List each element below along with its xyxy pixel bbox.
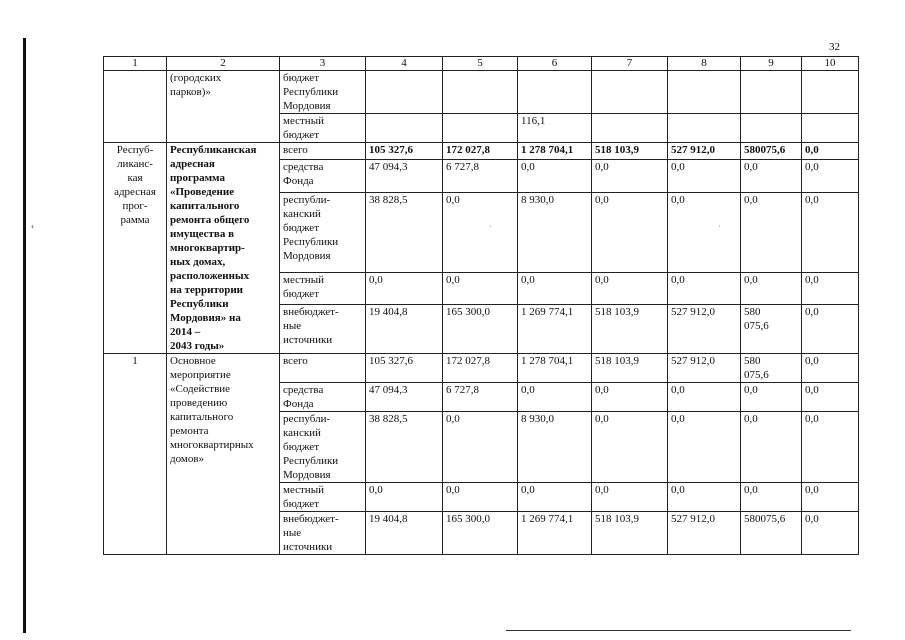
amount-cell: 527 912,0 [668,354,741,383]
amount-cell: 0,0 [443,483,518,512]
table-row [104,71,859,114]
column-number-header: 3 [280,57,366,71]
column-number-header: 10 [802,57,859,71]
funding-source-cell: средства Фонда [280,383,366,412]
amount-cell: 6 727,8 [443,159,518,192]
amount-cell: 0,0 [741,272,802,305]
scan-dot: · [718,222,721,231]
amount-cell: 0,0 [741,159,802,192]
amount-cell: 0,0 [518,272,592,305]
amount-cell: 1 269 774,1 [518,305,592,354]
header-row [104,57,859,71]
amount-cell: 19 404,8 [366,512,443,555]
amount-cell: 0,0 [741,483,802,512]
amount-cell: 0,0 [366,483,443,512]
amount-cell: 19 404,8 [366,305,443,354]
amount-cell: 0,0 [802,354,859,383]
program-name-cell: (городских парков)» [167,71,280,143]
amount-cell: 0,0 [518,383,592,412]
amount-cell: 8 930,0 [518,192,592,272]
amount-cell: 0,0 [668,159,741,192]
amount-cell [366,71,443,114]
amount-cell: 518 103,9 [592,512,668,555]
program-name-cell: Основное мероприятие «Содействие проведению капитального ремонта многоквартирных домов» [167,354,280,555]
amount-cell: 0,0 [443,272,518,305]
amount-cell: 527 912,0 [668,305,741,354]
scan-left-edge [23,38,26,633]
amount-cell: 165 300,0 [443,512,518,555]
amount-cell: 1 269 774,1 [518,512,592,555]
funding-source-cell: всего [280,354,366,383]
amount-cell: 47 094,3 [366,383,443,412]
amount-cell: 580075,6 [741,512,802,555]
table-row [104,354,859,383]
amount-cell: 0,0 [518,159,592,192]
column-number-header: 5 [443,57,518,71]
amount-cell: 8 930,0 [518,412,592,483]
amount-cell: 0,0 [668,192,741,272]
amount-cell: 0,0 [592,192,668,272]
amount-cell [802,114,859,143]
amount-cell: 0,0 [592,412,668,483]
program-code-cell [104,71,167,143]
amount-cell: 6 727,8 [443,383,518,412]
amount-cell: 105 327,6 [366,354,443,383]
amount-cell: 527 912,0 [668,512,741,555]
amount-cell [366,114,443,143]
amount-cell: 0,0 [741,383,802,412]
amount-cell [802,71,859,114]
amount-cell: 527 912,0 [668,143,741,160]
amount-cell: 518 103,9 [592,354,668,383]
amount-cell: 580 075,6 [741,305,802,354]
program-code-cell: Респуб- ликанс- кая адресная прог- рамма [104,143,167,354]
amount-cell: 0,0 [366,272,443,305]
amount-cell: 116,1 [518,114,592,143]
amount-cell: 0,0 [668,272,741,305]
amount-cell: 0,0 [741,192,802,272]
amount-cell: 47 094,3 [366,159,443,192]
column-number-header: 8 [668,57,741,71]
amount-cell: 172 027,8 [443,354,518,383]
amount-cell: 0,0 [802,483,859,512]
amount-cell: 0,0 [802,305,859,354]
amount-cell: 0,0 [802,383,859,412]
amount-cell: 0,0 [802,512,859,555]
amount-cell: 0,0 [802,143,859,160]
amount-cell: 0,0 [592,159,668,192]
amount-cell [668,71,741,114]
amount-cell: 0,0 [802,272,859,305]
margin-mark: ‹ [31,221,34,231]
column-number-header: 1 [104,57,167,71]
amount-cell: 518 103,9 [592,143,668,160]
funding-source-cell: республи- канский бюджет Республики Мордовия [280,192,366,272]
column-number-header: 6 [518,57,592,71]
amount-cell [443,114,518,143]
amount-cell: 105 327,6 [366,143,443,160]
funding-source-cell: внебюджет- ные источники [280,512,366,555]
amount-cell [741,71,802,114]
amount-cell: 0,0 [592,272,668,305]
funding-source-cell: местный бюджет [280,114,366,143]
scan-bottom-rule [506,630,851,631]
column-number-header: 9 [741,57,802,71]
amount-cell: 580 075,6 [741,354,802,383]
funding-source-cell: внебюджет- ные источники [280,305,366,354]
funding-source-cell: бюджет Республики Мордовия [280,71,366,114]
program-code-cell: 1 [104,354,167,555]
amount-cell: 165 300,0 [443,305,518,354]
amount-cell: 0,0 [668,412,741,483]
funding-source-cell: местный бюджет [280,272,366,305]
amount-cell: 1 278 704,1 [518,143,592,160]
table-row [104,143,859,160]
column-number-header: 2 [167,57,280,71]
financing-table [103,56,859,555]
column-number-header: 7 [592,57,668,71]
amount-cell: 0,0 [443,192,518,272]
amount-cell: 38 828,5 [366,192,443,272]
amount-cell: 0,0 [592,383,668,412]
page-number: 32 [829,41,840,53]
amount-cell: 0,0 [592,483,668,512]
amount-cell: 0,0 [443,412,518,483]
amount-cell: 0,0 [668,483,741,512]
amount-cell: 518 103,9 [592,305,668,354]
amount-cell: 0,0 [802,192,859,272]
amount-cell: 1 278 704,1 [518,354,592,383]
amount-cell: 580075,6 [741,143,802,160]
amount-cell: 0,0 [668,383,741,412]
amount-cell: 0,0 [741,412,802,483]
program-name-cell: Республиканская адресная программа «Проведение капитального ремонта общего имущества в многоквартир- ных домах, расположенных на территории Республики Мордовия» на 2014 – 2043 годы» [167,143,280,354]
funding-source-cell: местный бюджет [280,483,366,512]
funding-source-cell: всего [280,143,366,160]
amount-cell [668,114,741,143]
amount-cell: 0,0 [518,483,592,512]
amount-cell: 0,0 [802,159,859,192]
funding-source-cell: республи- канский бюджет Республики Мордовия [280,412,366,483]
amount-cell [443,71,518,114]
amount-cell [518,71,592,114]
scan-dot: · [489,222,492,231]
amount-cell [592,114,668,143]
amount-cell: 172 027,8 [443,143,518,160]
funding-source-cell: средства Фонда [280,159,366,192]
amount-cell: 38 828,5 [366,412,443,483]
column-number-header: 4 [366,57,443,71]
amount-cell [592,71,668,114]
amount-cell [741,114,802,143]
amount-cell: 0,0 [802,412,859,483]
